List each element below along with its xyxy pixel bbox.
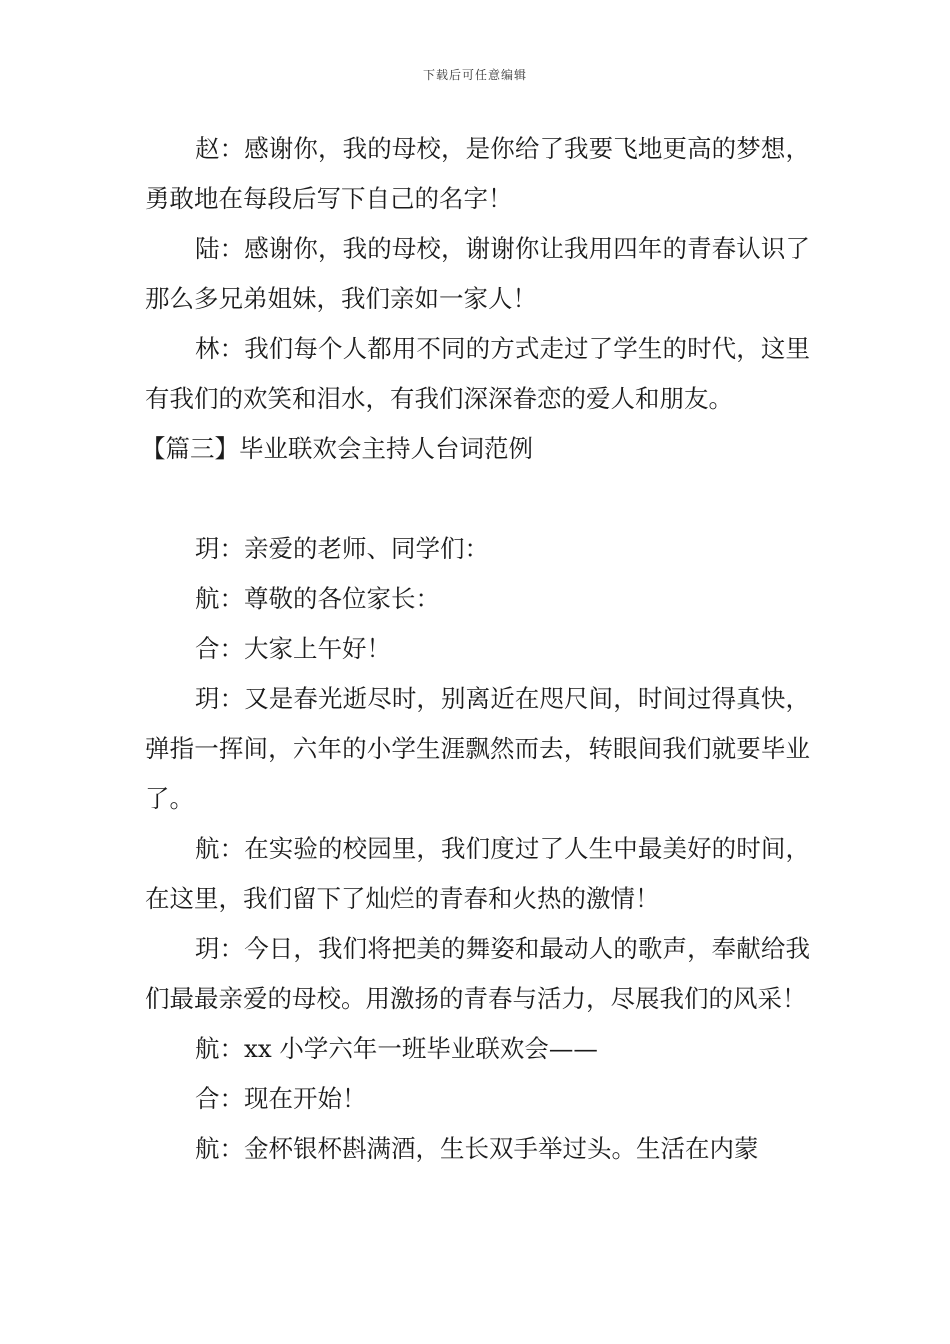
dialogue-line: 玥：又是春光逝尽时，别离近在咫尺间，时间过得真快，弹指一挥间，六年的小学生涯飘然而去，转眼间我们就要毕业了。 xyxy=(145,684,810,813)
blank-line xyxy=(145,474,810,524)
dialogue-line: 航：尊敬的各位家长： xyxy=(195,584,440,613)
dialogue-line: 玥：今日，我们将把美的舞姿和最动人的歌声，奉献给我们最最亲爱的母校。用激扬的青春与活力，尽展我们的风采！ xyxy=(145,934,810,1013)
dialogue-line: 林：我们每个人都用不同的方式走过了学生的时代，这里有我们的欢笑和泪水，有我们深深眷恋的爱人和朋友。 xyxy=(145,334,810,413)
document-body xyxy=(141,124,810,1174)
dialogue-line: 航：在实验的校园里，我们度过了人生中最美好的时间，在这里，我们留下了灿烂的青春和火热的激情！ xyxy=(145,834,810,913)
section-heading: 【篇三】毕业联欢会主持人台词范例 xyxy=(141,434,533,463)
dialogue-line: 赵：感谢你，我的母校，是你给了我要飞地更高的梦想，勇敢地在每段后写下自己的名字！ xyxy=(145,134,810,213)
dialogue-line: 陆：感谢你，我的母校，谢谢你让我用四年的青春认识了那么多兄弟姐妹，我们亲如一家人！ xyxy=(145,234,810,313)
dialogue-line: 航：金杯银杯斟满酒，生长双手举过头。生活在内蒙 xyxy=(195,1134,759,1163)
dialogue-line: 合：现在开始！ xyxy=(195,1084,367,1113)
dialogue-line: 玥：亲爱的老师、同学们： xyxy=(195,534,489,563)
page-header-note: 下载后可任意编辑 xyxy=(422,68,527,82)
dialogue-line: 航：xx 小学六年一班毕业联欢会—— xyxy=(195,1034,598,1063)
dialogue-line: 合：大家上午好！ xyxy=(195,634,391,663)
